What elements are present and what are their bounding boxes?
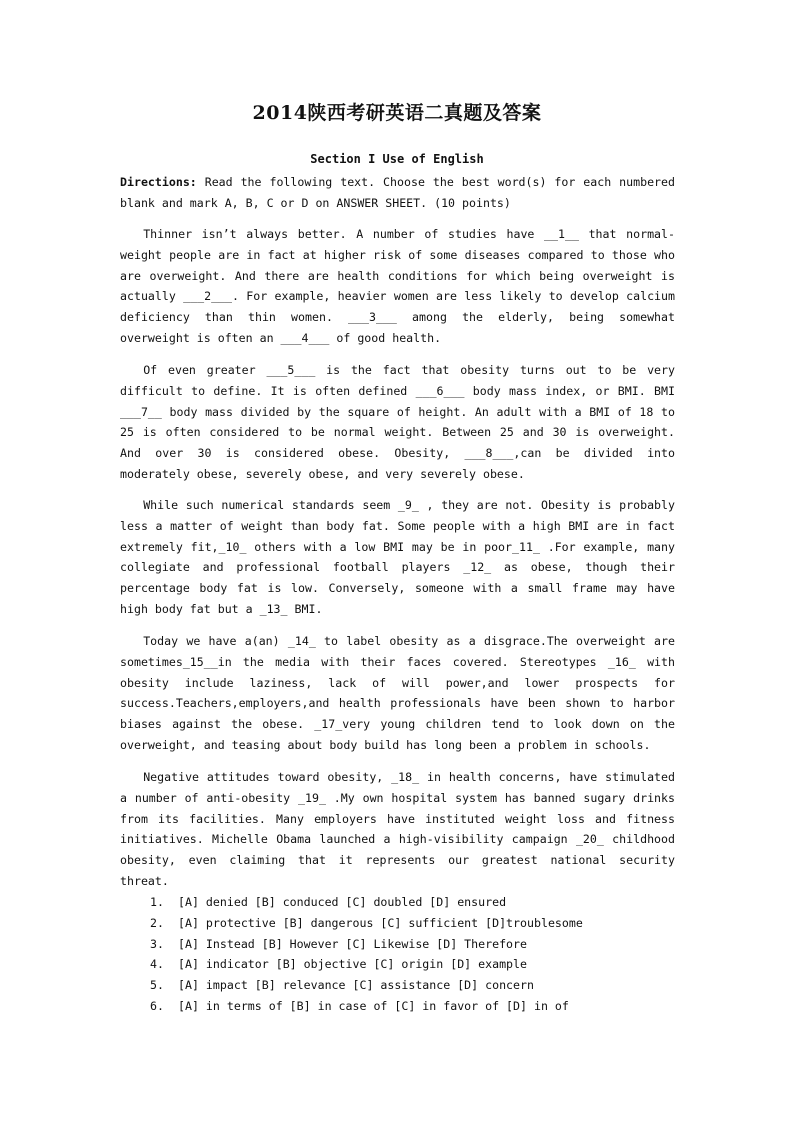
option-number: 4. xyxy=(150,957,164,972)
section-heading: Section I Use of English xyxy=(310,152,484,166)
passage-paragraph-4: Today we have a(an) _14_ to label obesity as a disgrace.The overweight are sometimes_15__in the media with their faces covered. Stereotypes _16_ with obesity include laziness, lack of will power,and lower prospects for success.Teachers,employers,and health professionals have been shown to harbor biases against the obese. _17_very young children tend to look down on the overweight, and teasing about body build has long been a problem in schools. xyxy=(120,634,675,752)
option-number: 6. xyxy=(150,998,164,1013)
option-number: 5. xyxy=(150,978,164,993)
option-number: 1. xyxy=(150,895,164,909)
option-number: 2. xyxy=(150,915,164,930)
option-number: 3. xyxy=(150,936,164,951)
directions-text: Read the following text. Choose the best word(s) for each numbered blank and mark A, B, C or D on ANSWER SHEET. (10 points) xyxy=(120,175,675,210)
directions-paragraph xyxy=(120,172,675,214)
option-row-5 xyxy=(150,975,675,996)
directions-label: Directions: xyxy=(120,175,197,189)
option-row-6 xyxy=(150,996,675,1017)
option-choices: [A] impact [B] relevance [C] assistance [D] concern xyxy=(178,978,534,993)
option-row-3 xyxy=(150,934,675,955)
option-row-2 xyxy=(150,913,675,934)
option-choices: [A] protective [B] dangerous [C] sufficient [D]troublesome xyxy=(178,915,583,930)
option-row-4 xyxy=(150,954,675,975)
option-row-1 xyxy=(150,892,675,913)
answer-options-list xyxy=(150,892,675,1017)
option-choices: [A] in terms of [B] in case of [C] in favor of [D] in of xyxy=(178,998,569,1013)
passage-paragraph-3: While such numerical standards seem _9_ , they are not. Obesity is probably less a matter of weight than body fat. Some people with a high BMI are in fact extremely fit,_10_ others with a low BMI may be in poor_11_ .For example, many collegiate and professional football players _12_ as obese, though their percentage body fat is low. Conversely, someone with a small frame may have high body fat but a _13_ BMI. xyxy=(120,498,675,616)
passage-paragraph-5: Negative attitudes toward obesity, _18_ in health concerns, have stimulated a number of anti-obesity _19_ .My own hospital system has banned sugary drinks from its facilities. Many employers have instituted weight loss and fitness initiatives. Michelle Obama launched a high-visibility campaign _20_ childhood obesity, even claiming that it represents our greatest national security threat. xyxy=(120,770,675,888)
option-choices: [A] Instead [B] However [C] Likewise [D] Therefore xyxy=(178,936,528,951)
passage-paragraph-1: Thinner isn’t always better. A number of studies have __1__ that normal-weight people are in fact at higher risk of some diseases compared to those who are overweight. And there are health conditions for which being overweight is actually ___2___. For example, heavier women are less likely to develop calcium deficiency than thin women. ___3___ among the elderly, being somewhat overweight is often an ___4___ of good health. xyxy=(120,227,675,345)
option-choices: [A] indicator [B] objective [C] origin [D] example xyxy=(178,957,528,972)
passage-paragraph-2: Of even greater ___5___ is the fact that obesity turns out to be very difficult to define. It is often defined ___6___ body mass index, or BMI. BMI ___7__ body mass divided by the square of height. An adult with a BMI of 18 to 25 is often considered to be normal weight. Between 25 and 30 is overweight. And over 30 is considered obese. Obesity, ___8___,can be divided into moderately obese, severely obese, and very severely obese. xyxy=(120,363,675,481)
option-choices: [A] denied [B] conduced [C] doubled [D] ensured xyxy=(178,895,507,909)
page-title: 2014陕西考研英语二真题及答案 xyxy=(252,102,542,124)
